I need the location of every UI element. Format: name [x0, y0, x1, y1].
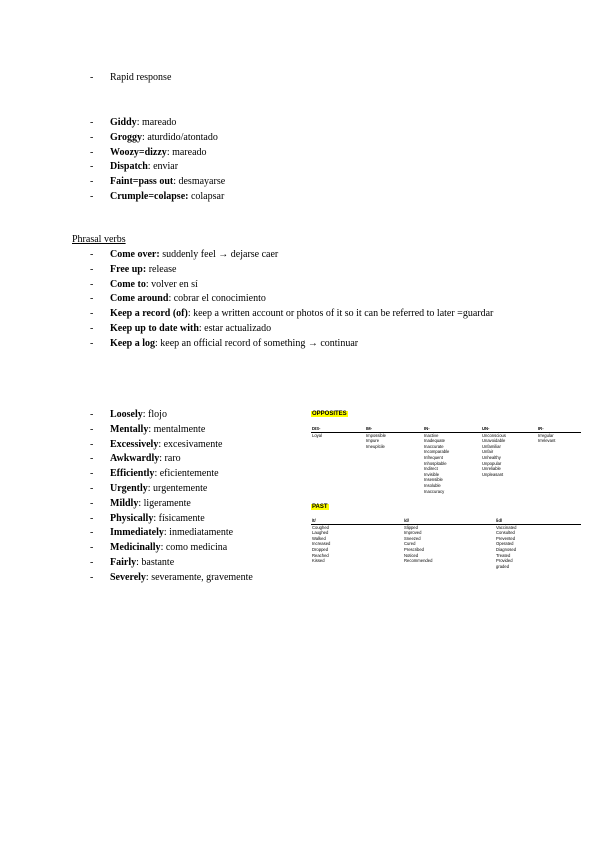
list-item	[0, 131, 225, 146]
table-cell-item: Cured	[404, 541, 416, 547]
term: Giddy	[110, 117, 137, 128]
past-cell	[311, 524, 403, 569]
term: Excessively	[110, 438, 159, 450]
definition: : ligeramente	[138, 497, 191, 509]
definition: : raro	[159, 453, 181, 465]
table-cell-item: Coughed	[312, 524, 329, 530]
definition: : severamente, gravemente	[145, 571, 253, 583]
table-cell-item: Unavoidable	[482, 438, 506, 444]
definition: : cobrar el conocimiento	[168, 293, 266, 305]
opposites-cell	[365, 432, 423, 494]
table-cell-item: graded	[496, 563, 510, 569]
table-cell-item: Improved	[404, 530, 422, 536]
table-cell-item: Walked	[312, 535, 326, 541]
opposites-header: DIS-	[311, 426, 365, 432]
list-item	[0, 292, 500, 307]
definition: release	[146, 263, 177, 275]
list-item	[0, 423, 253, 438]
list-item	[0, 337, 500, 352]
past-table	[311, 518, 581, 569]
table-cell-item: Laughed	[312, 530, 329, 536]
table-cell-item: Irrelevant	[538, 438, 556, 444]
list-item	[0, 307, 500, 322]
definition: : excesivamente	[158, 438, 223, 450]
list-item	[0, 482, 253, 497]
table-cell-item: Sneezed	[404, 535, 421, 541]
opposites-header: IM-	[365, 426, 423, 432]
table-cell-item: Unreliable	[482, 466, 501, 472]
term: Awkwardly	[110, 453, 160, 465]
table-cell-item: Loyal	[312, 432, 323, 438]
past-header: /id/	[495, 518, 581, 524]
definition: : inmediatamente	[163, 527, 234, 539]
term: Keep a record (of)	[110, 308, 188, 320]
table-cell-item: Provided	[496, 558, 513, 564]
definition: : físicamente	[153, 512, 205, 524]
phrasal-verbs-heading: Phrasal verbs	[72, 234, 126, 245]
table-cell-item: Prevented	[496, 535, 516, 541]
term: Groggy	[110, 131, 143, 143]
list-item	[0, 512, 253, 527]
table-cell-item: Indirect	[424, 466, 438, 472]
table-cell-item: Slipped	[404, 524, 418, 530]
table-cell-item: Recommended	[404, 558, 433, 564]
definition: : eficientemente	[154, 468, 219, 480]
list-item	[0, 248, 500, 263]
opposites-header: UN-	[481, 426, 537, 432]
term: Woozy=dizzy	[110, 146, 167, 158]
list-item	[0, 408, 253, 423]
table-cell-item: Unhealthy	[482, 454, 501, 460]
term: Loosely	[110, 409, 143, 420]
term: Keep up to date with	[110, 322, 199, 334]
term: Come around	[110, 293, 169, 305]
definition: : mentalmente	[148, 423, 206, 435]
list-item	[0, 263, 500, 278]
definition: colapsar	[188, 190, 225, 202]
table-cell-item: Impossible	[366, 432, 387, 438]
term: Medicinally	[110, 542, 161, 554]
list-item	[0, 322, 500, 337]
opposites-cell	[311, 432, 365, 494]
table-cell-item: Kissed	[312, 558, 325, 564]
term: Crumple=colapse:	[110, 190, 189, 202]
table-cell-item: Unfamiliar	[482, 443, 501, 449]
definition: : mareado	[166, 146, 207, 158]
table-cell-item: Infrequent	[424, 454, 443, 460]
past-title: PAST	[312, 504, 328, 510]
definition: : keep an official record of something → continuar	[155, 337, 359, 349]
table-cell-item: Increased	[312, 541, 331, 547]
list-item	[0, 190, 225, 205]
term: Dispatch	[110, 161, 148, 173]
intro-list	[0, 71, 171, 86]
term: Severely	[110, 571, 146, 583]
opposites-table	[311, 426, 581, 494]
definition: : aturdido/atontado	[142, 131, 218, 143]
term: Efficiently	[110, 468, 155, 480]
past-cell	[495, 524, 581, 569]
table-cell-item: Inactive	[424, 432, 439, 438]
term: Come over:	[110, 249, 160, 260]
definition: : enviar	[147, 161, 179, 173]
list-item	[0, 526, 253, 541]
adverbs-list	[0, 408, 253, 586]
list-item	[0, 146, 225, 161]
term: Keep a log	[110, 337, 155, 349]
list-item: - Rapid response	[0, 71, 171, 86]
term: Mentally	[110, 423, 149, 435]
opposites-header: IR-	[537, 426, 581, 432]
list-item	[0, 541, 253, 556]
list-item	[0, 571, 253, 586]
past-header: /d/	[403, 518, 495, 524]
list-item	[0, 497, 253, 512]
term: Free up:	[110, 263, 147, 275]
table-cell-item: Reached	[312, 552, 329, 558]
phrasal-verbs-list	[0, 248, 500, 352]
table-cell-item: Vaccinated	[496, 524, 517, 530]
table-cell-item: Dropped	[312, 546, 329, 552]
term: Mildly	[110, 497, 139, 509]
table-cell-item: Irregular	[538, 432, 554, 438]
table-cell-item: Inadequate	[424, 438, 445, 444]
past-header: /t/	[311, 518, 403, 524]
table-cell-item: Impure	[366, 438, 380, 444]
table-cell-item: Incomparable	[424, 449, 450, 455]
opposites-cell	[537, 432, 581, 494]
table-cell-item: Unconscious	[482, 432, 506, 438]
definition: : mareado	[136, 117, 177, 128]
table-cell-item: Inaccurate	[424, 443, 444, 449]
term: Faint=pass out	[110, 176, 174, 188]
table-row	[311, 432, 581, 494]
list-item	[0, 438, 253, 453]
list-item	[0, 175, 225, 190]
list-item	[0, 278, 500, 293]
opposites-header: IN-	[423, 426, 481, 432]
definition: : volver en sí	[145, 278, 198, 290]
list-item	[0, 556, 253, 571]
list-item	[0, 116, 225, 131]
term: Fairly	[110, 556, 137, 568]
list-item	[0, 160, 225, 175]
term: Physically	[110, 512, 154, 524]
table-cell-item: Diagnosed	[496, 546, 517, 552]
term: Urgently	[110, 482, 148, 494]
table-row	[311, 524, 581, 569]
definition: : como medicina	[160, 542, 228, 554]
term: Immediately	[110, 527, 164, 539]
table-cell-item: Invisible	[424, 471, 440, 477]
table-cell-item: Noticed	[404, 552, 419, 558]
past-cell	[403, 524, 495, 569]
opposites-cell	[481, 432, 537, 494]
table-cell-item: Unfair	[482, 449, 494, 455]
table-cell-item: Imeuplcile	[366, 443, 385, 449]
definition: : bastante	[136, 556, 175, 568]
list-item	[0, 467, 253, 482]
table-cell-item: Operated	[496, 541, 514, 547]
table-cell-item: Consulted	[496, 530, 515, 536]
definition: : desmayarse	[173, 176, 226, 188]
table-cell-item: Unpopular	[482, 460, 502, 466]
opposites-title: OPPOSITES	[312, 411, 347, 417]
table-cell-item: Insensible	[424, 477, 443, 483]
vocab-list	[0, 116, 225, 205]
definition: : estar actualizado	[198, 322, 272, 334]
table-cell-item: Insoluble	[424, 482, 441, 488]
definition: : flojo	[142, 409, 167, 420]
table-cell-item: Unpleasant	[482, 471, 504, 477]
table-cell-item: Inhospitable	[424, 460, 447, 466]
definition: : urgentemente	[147, 482, 208, 494]
opposites-cell	[423, 432, 481, 494]
table-cell-item: Prescribed	[404, 546, 425, 552]
definition: : keep a written account or photos of it so it can be referred to later =guardar	[187, 308, 494, 320]
term: Come to	[110, 278, 146, 290]
list-item	[0, 452, 253, 467]
table-cell-item: Treated	[496, 552, 511, 558]
definition: suddenly feel → dejarse caer	[159, 249, 279, 260]
table-cell-item: Inaccuracy	[424, 488, 445, 494]
